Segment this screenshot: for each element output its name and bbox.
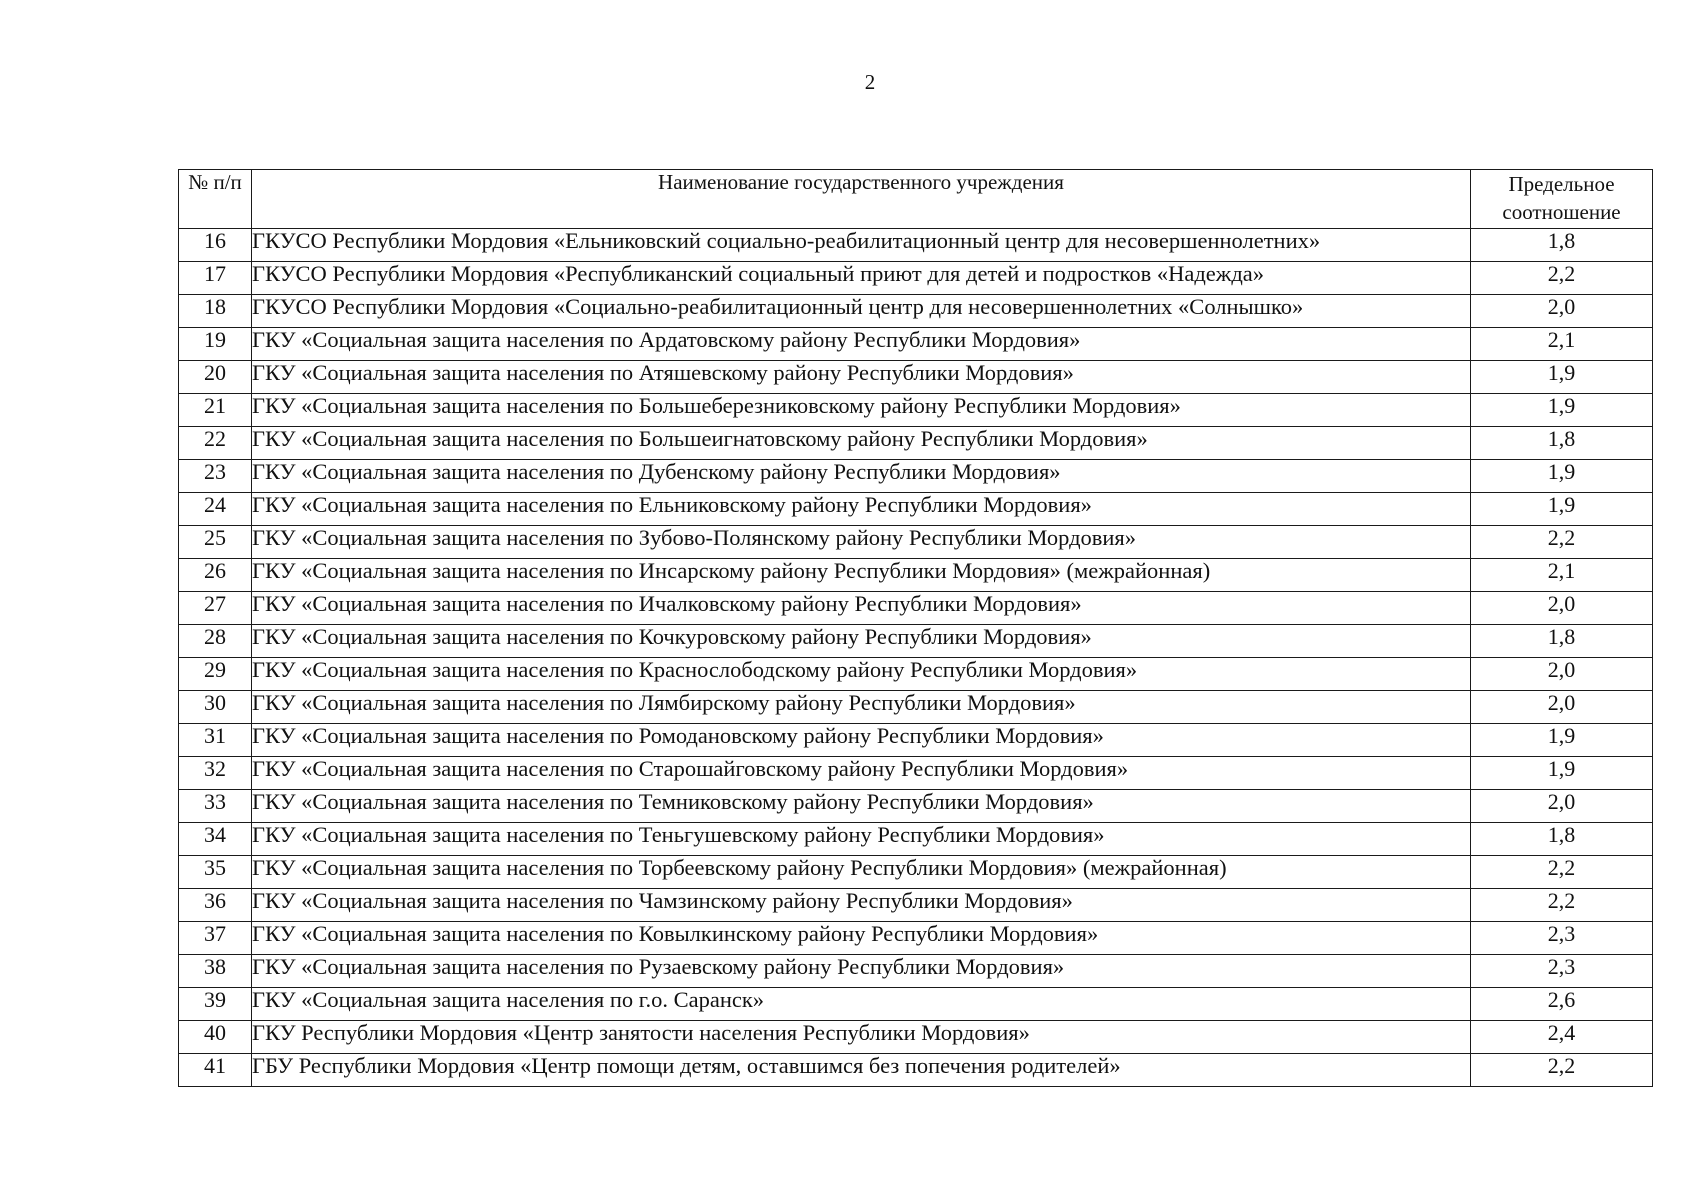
row-ratio: 2,2 xyxy=(1471,856,1653,889)
row-ratio: 1,9 xyxy=(1471,724,1653,757)
institutions-table xyxy=(178,169,1653,1087)
row-institution-name: ГКУ «Социальная защита населения по Зубово-Полянскому району Республики Мордовия» xyxy=(252,526,1471,559)
row-number: 35 xyxy=(179,856,252,889)
row-number: 31 xyxy=(179,724,252,757)
row-ratio: 2,3 xyxy=(1471,955,1653,988)
row-ratio: 1,9 xyxy=(1471,460,1653,493)
row-number: 40 xyxy=(179,1021,252,1054)
row-ratio: 1,8 xyxy=(1471,823,1653,856)
row-number: 20 xyxy=(179,361,252,394)
row-number: 23 xyxy=(179,460,252,493)
table-row xyxy=(179,328,1653,361)
table-row xyxy=(179,724,1653,757)
row-number: 25 xyxy=(179,526,252,559)
table-row xyxy=(179,922,1653,955)
header-ratio-line1: Предельное xyxy=(1508,172,1615,196)
row-number: 41 xyxy=(179,1054,252,1087)
row-institution-name: ГКУ «Социальная защита населения по Чамзинскому району Республики Мордовия» xyxy=(252,889,1471,922)
row-number: 37 xyxy=(179,922,252,955)
row-number: 24 xyxy=(179,493,252,526)
row-ratio: 2,0 xyxy=(1471,691,1653,724)
row-institution-name: ГБУ Республики Мордовия «Центр помощи детям, оставшимся без попечения родителей» xyxy=(252,1054,1471,1087)
header-ratio xyxy=(1471,170,1653,229)
row-number: 30 xyxy=(179,691,252,724)
row-number: 33 xyxy=(179,790,252,823)
row-institution-name: ГКУ «Социальная защита населения по Ромодановскому району Республики Мордовия» xyxy=(252,724,1471,757)
row-number: 39 xyxy=(179,988,252,1021)
row-institution-name: ГКУ «Социальная защита населения по Дубенскому району Республики Мордовия» xyxy=(252,460,1471,493)
table-row xyxy=(179,559,1653,592)
row-institution-name: ГКУСО Республики Мордовия «Ельниковский социально-реабилитационный центр для несовершеннолетних» xyxy=(252,229,1471,262)
row-institution-name: ГКУСО Республики Мордовия «Республиканский социальный приют для детей и подростков «Надежда» xyxy=(252,262,1471,295)
row-ratio: 1,9 xyxy=(1471,757,1653,790)
table-row xyxy=(179,394,1653,427)
row-ratio: 1,9 xyxy=(1471,394,1653,427)
row-number: 16 xyxy=(179,229,252,262)
row-institution-name: ГКУ «Социальная защита населения по Большеберезниковскому району Республики Мордовия» xyxy=(252,394,1471,427)
row-ratio: 2,2 xyxy=(1471,262,1653,295)
header-number: № п/п xyxy=(179,170,252,229)
row-ratio: 1,9 xyxy=(1471,493,1653,526)
table-row xyxy=(179,229,1653,262)
row-number: 32 xyxy=(179,757,252,790)
header-institution-name: Наименование государственного учреждения xyxy=(252,170,1471,229)
row-institution-name: ГКУ «Социальная защита населения по Краснослободскому району Республики Мордовия» xyxy=(252,658,1471,691)
row-number: 26 xyxy=(179,559,252,592)
table-row xyxy=(179,856,1653,889)
row-ratio: 2,6 xyxy=(1471,988,1653,1021)
row-number: 27 xyxy=(179,592,252,625)
row-institution-name: ГКУ «Социальная защита населения по Ковылкинскому району Республики Мордовия» xyxy=(252,922,1471,955)
row-number: 19 xyxy=(179,328,252,361)
row-institution-name: ГКУ «Социальная защита населения по Кочкуровскому району Республики Мордовия» xyxy=(252,625,1471,658)
table-row xyxy=(179,790,1653,823)
row-number: 21 xyxy=(179,394,252,427)
table-row xyxy=(179,361,1653,394)
row-ratio: 1,8 xyxy=(1471,229,1653,262)
row-ratio: 2,4 xyxy=(1471,1021,1653,1054)
table-header-row xyxy=(179,170,1653,229)
row-ratio: 2,1 xyxy=(1471,559,1653,592)
row-ratio: 2,2 xyxy=(1471,1054,1653,1087)
row-ratio: 2,0 xyxy=(1471,295,1653,328)
table-row xyxy=(179,757,1653,790)
row-ratio: 1,8 xyxy=(1471,427,1653,460)
row-number: 28 xyxy=(179,625,252,658)
row-institution-name: ГКУ «Социальная защита населения по Торбеевскому району Республики Мордовия» (межрайонная) xyxy=(252,856,1471,889)
table-row xyxy=(179,1021,1653,1054)
row-ratio: 2,1 xyxy=(1471,328,1653,361)
row-number: 17 xyxy=(179,262,252,295)
row-number: 29 xyxy=(179,658,252,691)
row-ratio: 2,3 xyxy=(1471,922,1653,955)
row-number: 36 xyxy=(179,889,252,922)
row-number: 38 xyxy=(179,955,252,988)
row-institution-name: ГКУ Республики Мордовия «Центр занятости населения Республики Мордовия» xyxy=(252,1021,1471,1054)
table-row xyxy=(179,493,1653,526)
row-ratio: 2,0 xyxy=(1471,790,1653,823)
table-row xyxy=(179,1054,1653,1087)
table-row xyxy=(179,955,1653,988)
table-row xyxy=(179,427,1653,460)
row-institution-name: ГКУ «Социальная защита населения по г.о. Саранск» xyxy=(252,988,1471,1021)
table-row xyxy=(179,460,1653,493)
table-row xyxy=(179,592,1653,625)
row-institution-name: ГКУ «Социальная защита населения по Инсарскому району Республики Мордовия» (межрайонная) xyxy=(252,559,1471,592)
header-ratio-line2: соотношение xyxy=(1502,200,1621,224)
row-institution-name: ГКУСО Республики Мордовия «Социально-реабилитационный центр для несовершеннолетних «Солнышко» xyxy=(252,295,1471,328)
row-institution-name: ГКУ «Социальная защита населения по Ичалковскому району Республики Мордовия» xyxy=(252,592,1471,625)
row-ratio: 1,9 xyxy=(1471,361,1653,394)
row-ratio: 2,2 xyxy=(1471,526,1653,559)
table-row xyxy=(179,526,1653,559)
table-row xyxy=(179,691,1653,724)
row-number: 18 xyxy=(179,295,252,328)
table-row xyxy=(179,889,1653,922)
row-ratio: 1,8 xyxy=(1471,625,1653,658)
row-institution-name: ГКУ «Социальная защита населения по Ардатовскому району Республики Мордовия» xyxy=(252,328,1471,361)
row-ratio: 2,0 xyxy=(1471,658,1653,691)
row-institution-name: ГКУ «Социальная защита населения по Атяшевскому району Республики Мордовия» xyxy=(252,361,1471,394)
table-row xyxy=(179,823,1653,856)
table-row xyxy=(179,295,1653,328)
table-row xyxy=(179,988,1653,1021)
table-row xyxy=(179,658,1653,691)
row-institution-name: ГКУ «Социальная защита населения по Старошайговскому району Республики Мордовия» xyxy=(252,757,1471,790)
row-ratio: 2,2 xyxy=(1471,889,1653,922)
row-institution-name: ГКУ «Социальная защита населения по Лямбирскому району Республики Мордовия» xyxy=(252,691,1471,724)
table-row xyxy=(179,262,1653,295)
row-ratio: 2,0 xyxy=(1471,592,1653,625)
page-number: 2 xyxy=(864,70,876,94)
row-institution-name: ГКУ «Социальная защита населения по Большеигнатовскому району Республики Мордовия» xyxy=(252,427,1471,460)
row-institution-name: ГКУ «Социальная защита населения по Темниковскому району Республики Мордовия» xyxy=(252,790,1471,823)
row-number: 22 xyxy=(179,427,252,460)
row-number: 34 xyxy=(179,823,252,856)
row-institution-name: ГКУ «Социальная защита населения по Теньгушевскому району Республики Мордовия» xyxy=(252,823,1471,856)
table-row xyxy=(179,625,1653,658)
row-institution-name: ГКУ «Социальная защита населения по Рузаевскому району Республики Мордовия» xyxy=(252,955,1471,988)
row-institution-name: ГКУ «Социальная защита населения по Ельниковскому району Республики Мордовия» xyxy=(252,493,1471,526)
